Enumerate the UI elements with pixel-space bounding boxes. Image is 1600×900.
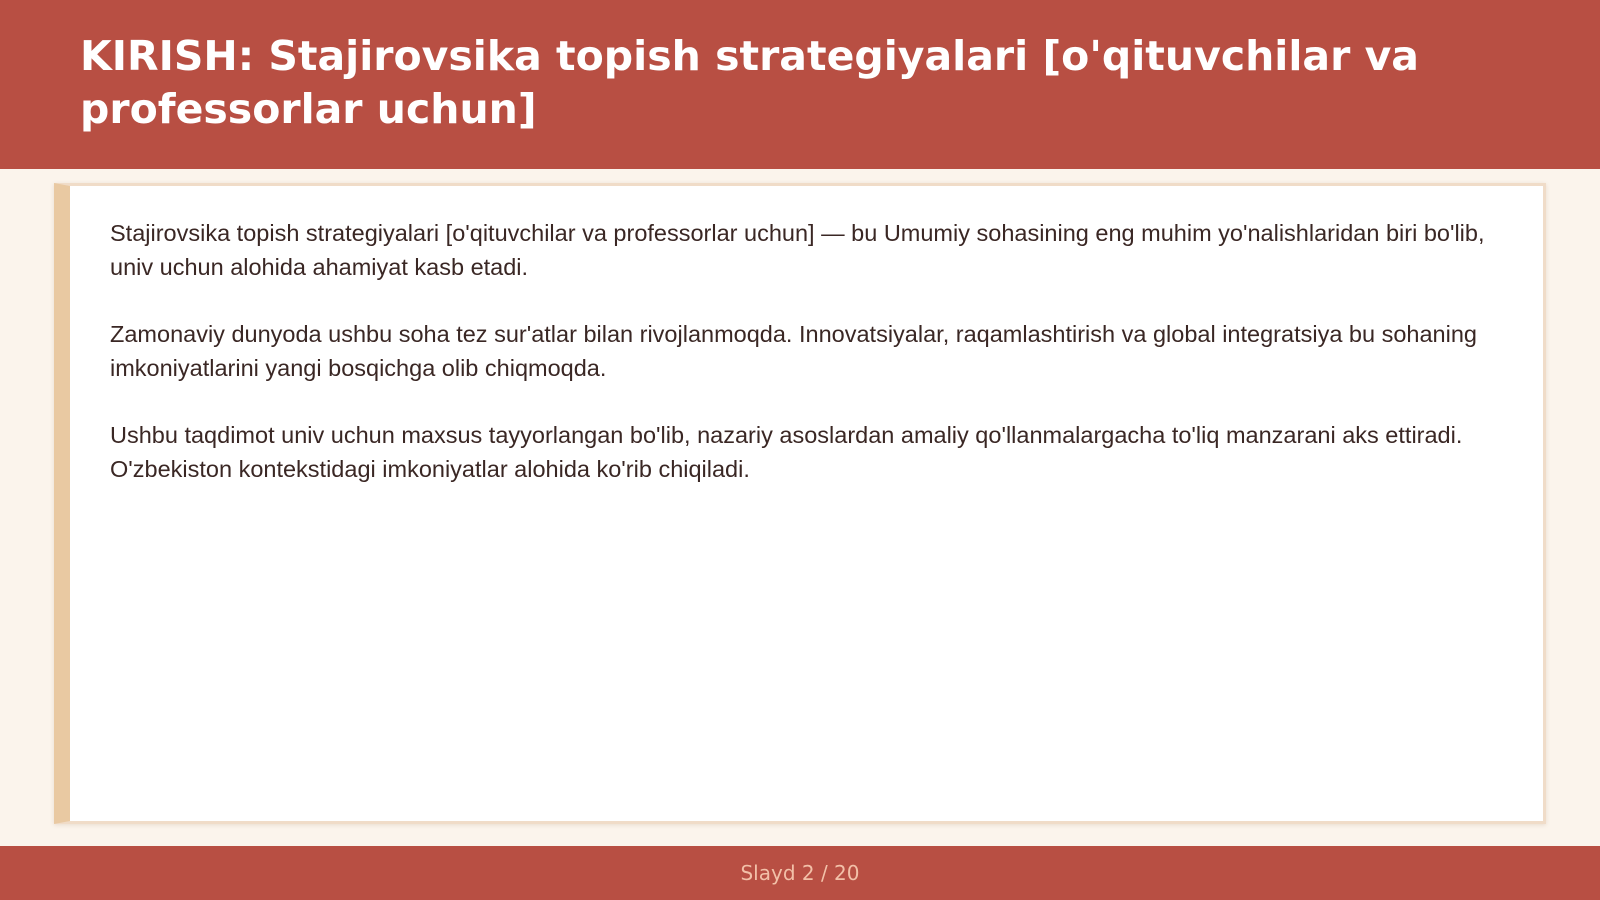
presentation-summary-paragraph: Ushbu taqdimot univ uchun maxsus tayyorlangan bo'lib, nazariy asoslardan amaliy qo'llanmalargacha to'liq manzarani aks ettiradi. O'zbekiston kontekstidagi imkoniyatlar alohida ko'rib chiqiladi.: [110, 422, 1463, 482]
development-paragraph: Zamonaviy dunyoda ushbu soha tez sur'atlar bilan rivojlanmoqda. Innovatsiyalar, raqamlashtirish va global integratsiya bu sohaning imkoniyatlarini yangi bosqichga olib chiqmoqda.: [110, 321, 1477, 381]
slide-title: KIRISH: Stajirovsika topish strategiyalari [o'qituvchilar va professorlar uchun]: [80, 32, 1419, 133]
content-card: [54, 183, 1546, 824]
slide-header: [0, 0, 1600, 169]
slide-footer: [0, 846, 1600, 900]
intro-paragraph: Stajirovsika topish strategiyalari [o'qituvchilar va professorlar uchun] — bu Umumiy sohasining eng muhim yo'nalishlaridan biri bo'lib, univ uchun alohida ahamiyat kasb etadi.: [110, 220, 1485, 280]
slide-counter: Slayd 2 / 20: [740, 861, 860, 885]
